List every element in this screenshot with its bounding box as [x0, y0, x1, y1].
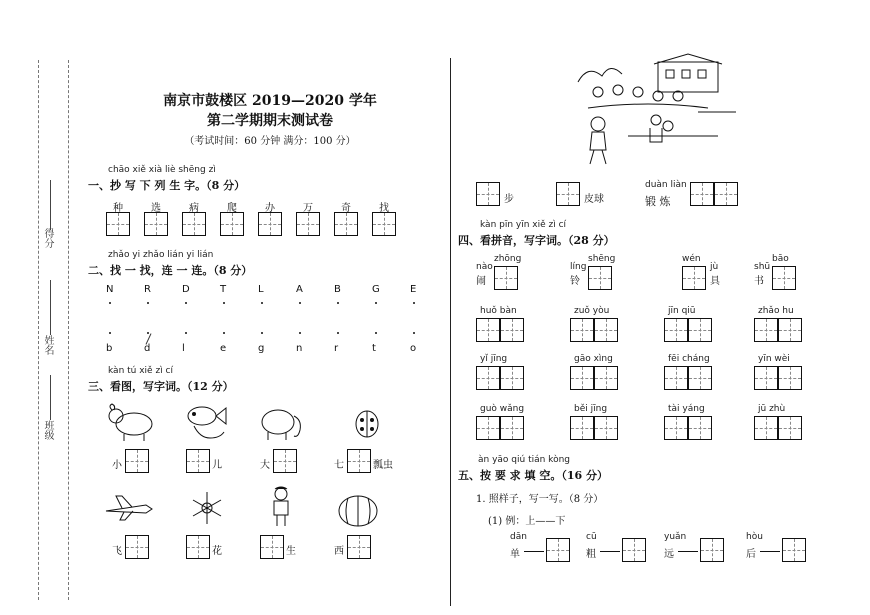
section5-pinyin: àn yāo qiú tián kòng [478, 455, 570, 465]
answer-box[interactable] [570, 416, 594, 440]
ladybug-picture [352, 404, 382, 440]
section3-pinyin: kàn tú xiě zì cí [108, 366, 173, 376]
name-label: 姓名 [42, 335, 53, 355]
goldfish-picture [180, 400, 230, 442]
answer-box[interactable] [664, 416, 688, 440]
word-suffix: 儿 [212, 460, 222, 471]
model-char: 病 [189, 203, 199, 214]
model-char: 奇 [341, 203, 351, 214]
binding-line-outer [38, 60, 39, 600]
write-box[interactable] [258, 212, 282, 236]
connect-dot[interactable] [337, 332, 339, 334]
answer-box[interactable] [594, 366, 618, 390]
answer-pinyin: bāo [772, 254, 789, 264]
lowercase-letter: g [258, 343, 265, 354]
item-char: 后 [746, 549, 756, 560]
answer-box[interactable] [125, 449, 149, 473]
word-pinyin: zuǒ yòu [574, 306, 610, 316]
binding-line-inner [68, 60, 69, 600]
item-pinyin: dān [510, 532, 527, 542]
section5-heading: 五、按 要 求 填 空。（16 分） [458, 469, 608, 482]
name-line [50, 280, 51, 335]
uppercase-letter: R [144, 284, 151, 295]
answer-box[interactable] [570, 318, 594, 342]
answer-box[interactable] [754, 416, 778, 440]
lowercase-letter: b [106, 343, 113, 354]
word-pinyin: fēi cháng [668, 354, 710, 364]
watermelon-picture [336, 494, 380, 528]
sheep-picture [104, 402, 156, 442]
dash-line [760, 551, 780, 552]
prefix-char: 铃 [570, 276, 580, 287]
answer-box[interactable] [690, 182, 714, 206]
answer-box[interactable] [778, 416, 802, 440]
connect-dot[interactable] [223, 302, 225, 304]
answer-box[interactable] [754, 318, 778, 342]
answer-box[interactable] [273, 449, 297, 473]
student-picture [268, 486, 294, 528]
uppercase-letter: G [372, 284, 380, 295]
item3-pinyin: duàn liàn [645, 180, 687, 190]
dash-line [678, 551, 698, 552]
prefix-char: 书 [754, 276, 764, 287]
connect-dot[interactable] [413, 302, 415, 304]
connect-dot[interactable] [147, 302, 149, 304]
section4-pinyin: kàn pīn yīn xiě zì cí [480, 220, 567, 230]
connect-dot[interactable] [185, 332, 187, 334]
uppercase-letter: L [258, 284, 264, 295]
answer-box[interactable] [682, 266, 706, 290]
write-box[interactable] [372, 212, 396, 236]
connect-dot[interactable] [299, 332, 301, 334]
section4-heading: 四、看拼音，写字词。（28 分） [458, 234, 615, 247]
model-char: 找 [379, 203, 389, 214]
word-pinyin: zhǎo hu [758, 306, 794, 316]
exam-subtitle: 第二学期期末测试卷 [207, 113, 333, 129]
section3-heading: 三、看图，写字词。（12 分） [88, 380, 234, 393]
answer-box[interactable] [186, 449, 210, 473]
answer-box[interactable] [500, 416, 524, 440]
answer-box[interactable] [125, 535, 149, 559]
uppercase-letter: A [296, 284, 303, 295]
write-box[interactable] [220, 212, 244, 236]
item-pinyin: cū [586, 532, 597, 542]
airplane-picture [104, 493, 154, 523]
item-char: 粗 [586, 549, 596, 560]
item2-suffix: 皮球 [584, 194, 604, 205]
word-pinyin: běi jīng [574, 404, 608, 414]
answer-box[interactable] [570, 366, 594, 390]
answer-box[interactable] [476, 182, 500, 206]
score-label: 得分 [42, 228, 53, 248]
item3-chars: 锻 炼 [645, 195, 671, 208]
answer-box[interactable] [476, 318, 500, 342]
word-pinyin: huǒ bàn [480, 306, 517, 316]
answer-box[interactable] [622, 538, 646, 562]
uppercase-letter: T [220, 284, 227, 295]
connect-dot[interactable] [109, 302, 111, 304]
item-pinyin: yuǎn [664, 532, 687, 542]
model-char: 万 [303, 203, 313, 214]
prefix-pinyin: líng [570, 262, 587, 272]
elephant-picture [256, 402, 306, 442]
schoolyard-picture [568, 52, 740, 170]
section2-heading: 二、找 一 找，连 一 连。（8 分） [88, 264, 253, 277]
class-line [50, 375, 51, 420]
lowercase-letter: d [144, 343, 151, 354]
answer-box[interactable] [688, 318, 712, 342]
word-suffix: 生 [286, 546, 296, 557]
word-pinyin: yīn wèi [758, 354, 790, 364]
connect-dot[interactable] [375, 302, 377, 304]
answer-box[interactable] [664, 318, 688, 342]
answer-box[interactable] [664, 366, 688, 390]
answer-pinyin: wén [682, 254, 701, 264]
prefix-pinyin: shū [754, 262, 771, 272]
answer-box[interactable] [594, 416, 618, 440]
connect-dot[interactable] [223, 332, 225, 334]
page-divider [450, 58, 451, 606]
model-char: 种 [113, 203, 123, 214]
uppercase-letter: E [410, 284, 417, 295]
answer-box[interactable] [700, 538, 724, 562]
dash-line [600, 551, 620, 552]
answer-box[interactable] [688, 416, 712, 440]
answer-box[interactable] [778, 366, 802, 390]
answer-box[interactable] [347, 535, 371, 559]
item-char: 单 [510, 549, 520, 560]
word-prefix: 西 [334, 546, 344, 557]
connect-dot[interactable] [109, 332, 111, 334]
lowercase-letter: n [296, 343, 303, 354]
connect-dot[interactable] [147, 332, 149, 334]
snowflake-picture [190, 490, 224, 526]
uppercase-letter: B [334, 284, 341, 295]
connect-dot[interactable] [337, 302, 339, 304]
lowercase-letter: r [334, 343, 339, 354]
connect-dot[interactable] [375, 332, 377, 334]
write-box[interactable] [296, 212, 320, 236]
dash-line [524, 551, 544, 552]
answer-box[interactable] [476, 366, 500, 390]
word-pinyin: gāo xìng [574, 354, 613, 364]
answer-box[interactable] [556, 182, 580, 206]
answer-box[interactable] [714, 182, 738, 206]
answer-box[interactable] [772, 266, 796, 290]
exam-info: （考试时间：60 分钟 满分：100 分） [184, 136, 356, 147]
connect-dot[interactable] [185, 302, 187, 304]
section2-pinyin: zhǎo yi zhǎo lián yi lián [108, 250, 214, 260]
answer-box[interactable] [260, 535, 284, 559]
word-pinyin: jū zhù [758, 404, 786, 414]
model-char: 办 [265, 203, 275, 214]
answer-box[interactable] [588, 266, 612, 290]
answer-box[interactable] [754, 366, 778, 390]
word-pinyin: jīn qiū [668, 306, 696, 316]
exam-title: 南京市鼓楼区 2019—2020 学年 [163, 93, 377, 109]
model-char: 选 [151, 203, 161, 214]
connect-dot[interactable] [299, 302, 301, 304]
word-prefix: 飞 [112, 546, 122, 557]
connect-dot[interactable] [261, 332, 263, 334]
answer-box[interactable] [782, 538, 806, 562]
answer-box[interactable] [476, 416, 500, 440]
suffix-pinyin: jù [710, 262, 719, 272]
lowercase-letter: l [182, 343, 185, 354]
lowercase-letter: e [220, 343, 227, 354]
answer-box[interactable] [500, 366, 524, 390]
section5-example: (1) 例：上——下 [488, 516, 566, 527]
answer-box[interactable] [778, 318, 802, 342]
class-label: 班级 [42, 420, 53, 440]
word-prefix: 七 [334, 460, 344, 471]
model-char: 爬 [227, 203, 237, 214]
lowercase-letter: t [372, 343, 376, 354]
write-box[interactable] [106, 212, 130, 236]
write-box[interactable] [182, 212, 206, 236]
uppercase-letter: D [182, 284, 190, 295]
answer-box[interactable] [594, 318, 618, 342]
item1-suffix: 步 [504, 194, 514, 205]
item-char: 远 [664, 549, 674, 560]
prefix-pinyin: nào [476, 262, 493, 272]
answer-box[interactable] [546, 538, 570, 562]
word-prefix: 小 [112, 460, 122, 471]
connect-dot[interactable] [413, 332, 415, 334]
section1-heading: 一、抄 写 下 列 生 字。（8 分） [88, 179, 246, 192]
write-box[interactable] [144, 212, 168, 236]
section5-sub1: 1. 照样子，写一写。（8 分） [476, 494, 604, 505]
word-suffix: 花 [212, 546, 222, 557]
uppercase-letter: N [106, 284, 114, 295]
answer-box[interactable] [494, 266, 518, 290]
word-suffix: 瓢虫 [373, 460, 393, 471]
connect-dot[interactable] [261, 302, 263, 304]
answer-pinyin: shēng [588, 254, 616, 264]
word-pinyin: tài yáng [668, 404, 705, 414]
answer-box[interactable] [688, 366, 712, 390]
word-pinyin: guò wǎng [480, 404, 525, 414]
write-box[interactable] [334, 212, 358, 236]
answer-box[interactable] [500, 318, 524, 342]
word-prefix: 大 [260, 460, 270, 471]
lowercase-letter: o [410, 343, 417, 354]
suffix-char: 具 [710, 276, 720, 287]
answer-box[interactable] [347, 449, 371, 473]
word-pinyin: yǐ jīng [480, 354, 508, 364]
prefix-char: 闹 [476, 276, 486, 287]
answer-box[interactable] [186, 535, 210, 559]
item-pinyin: hòu [746, 532, 763, 542]
section1-pinyin: chāo xiě xià liè shēng zì [108, 165, 216, 175]
score-line [50, 180, 51, 230]
answer-pinyin: zhōng [494, 254, 522, 264]
